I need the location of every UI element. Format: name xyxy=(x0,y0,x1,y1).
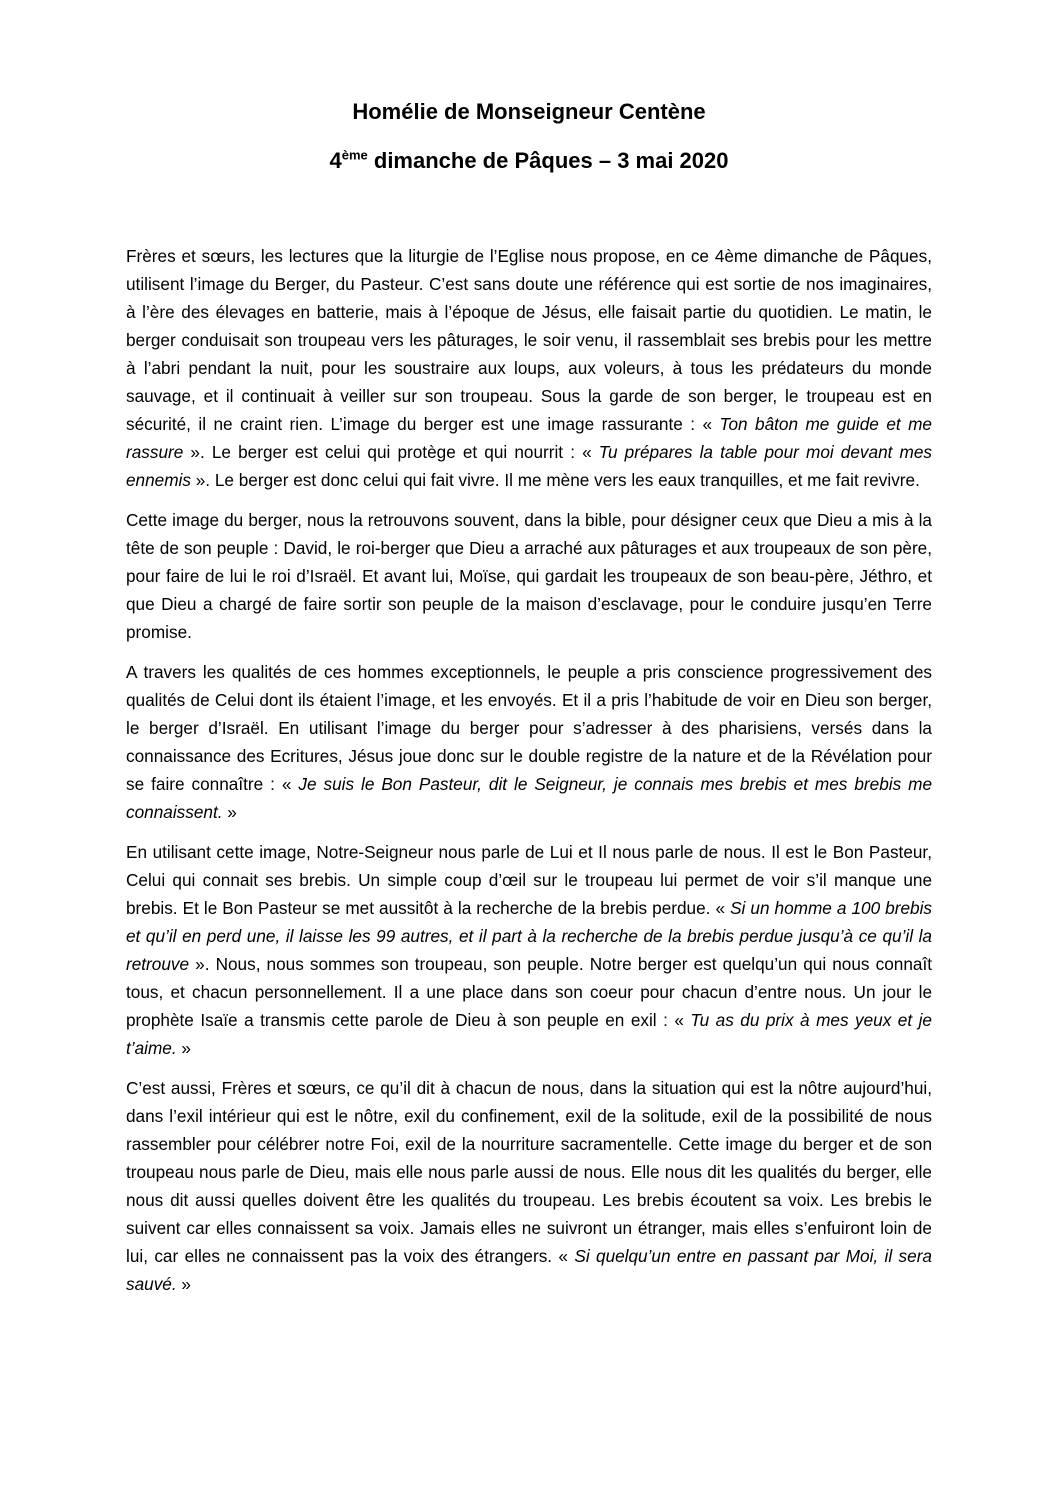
scripture-quote: Si un homme a 100 brebis et qu’il en perd une, il laisse les 99 autres, et il part à la recherche de la brebis perdue jusqu’à ce qu’il la retrouve xyxy=(126,898,932,974)
scripture-quote: Ton bâton me guide et me rassure xyxy=(126,414,932,462)
homily-body xyxy=(126,242,932,1310)
paragraph-text: ». Le berger est celui qui protège et qui nourrit : « xyxy=(183,442,599,462)
document-subtitle xyxy=(0,145,1058,177)
paragraph-text: » xyxy=(176,1038,191,1058)
paragraph-text: C’est aussi, Frères et sœurs, ce qu’il dit à chacun de nous, dans la situation qui est la nôtre aujourd’hui, dans l’exil intérieur qui est le nôtre, exil du confinement, exil de la solitude, exil de la possibilité de nous rassembler pour célébrer notre Foi, exil de la nourriture sacramentelle. Cette image du berger et de son troupeau nous parle de Dieu, mais elle nous parle aussi de nous. Elle nous dit les qualités du berger, elle nous dit aussi quelles doivent être les qualités du troupeau. Les brebis écoutent sa voix. Les brebis le suivent car elles connaissent sa voix. Jamais elles ne suivront un étranger, mais elles s’enfuiront loin de lui, car elles ne connaissent pas la voix des étrangers. « xyxy=(126,1078,932,1266)
body-paragraph xyxy=(126,838,932,1062)
title-text: Homélie de Monseigneur Centène xyxy=(352,99,706,124)
scripture-quote: Tu as du prix à mes yeux et je t’aime. xyxy=(126,1010,932,1058)
paragraph-text: Frères et sœurs, les lectures que la liturgie de l’Eglise nous propose, en ce 4ème dimanche de Pâques, utilisent l’image du Berger, du Pasteur. C’est sans doute une référence qui est sortie de nos imaginaires, à l’ère des élevages en batterie, mais à l’époque de Jésus, elle faisait partie du quotidien. Le matin, le berger conduisait son troupeau vers les pâturages, le soir venu, il rassemblait ses brebis pour les mettre à l’abri pendant la nuit, pour les soustraire aux loups, aux voleurs, à tous les prédateurs du monde sauvage, et il continuait à veiller sur son troupeau. Sous la garde de son berger, le troupeau est en sécurité, il ne craint rien. L’image du berger est une image rassurante : « xyxy=(126,246,932,434)
paragraph-text: ». Le berger est donc celui qui fait vivre. Il me mène vers les eaux tranquilles, et me fait revivre. xyxy=(190,470,920,490)
paragraph-text: A travers les qualités de ces hommes exceptionnels, le peuple a pris conscience progressivement des qualités de Celui dont ils étaient l’image, et les envoyés. Et il a pris l’habitude de voir en Dieu son berger, le berger d’Israël. En utilisant l’image du berger pour s’adresser à des pharisiens, versés dans la connaissance des Ecritures, Jésus joue donc sur le double registre de la nature et de la Révélation pour se faire connaître : « xyxy=(126,662,932,794)
subtitle-text: dimanche de Pâques – 3 mai 2020 xyxy=(367,148,729,173)
body-paragraph xyxy=(126,658,932,826)
body-paragraph xyxy=(126,242,932,494)
body-paragraph xyxy=(126,506,932,646)
subtitle-ordinal: 4 xyxy=(329,148,342,173)
document-title xyxy=(0,96,1058,128)
scripture-quote: Je suis le Bon Pasteur, dit le Seigneur, je connais mes brebis et mes brebis me connaissent. xyxy=(126,774,932,822)
paragraph-text: ». Nous, nous sommes son troupeau, son peuple. Notre berger est quelqu’un qui nous connaît tous, et chacun personnellement. Il a une place dans son coeur pour chacun d’entre nous. Un jour le prophète Isaïe a transmis cette parole de Dieu à son peuple en exil : « xyxy=(126,954,932,1030)
body-paragraph xyxy=(126,1074,932,1298)
scripture-quote: Tu prépares la table pour moi devant mes ennemis xyxy=(126,442,932,490)
paragraph-text: » xyxy=(222,802,237,822)
paragraph-text: En utilisant cette image, Notre-Seigneur nous parle de Lui et Il nous parle de nous. Il est le Bon Pasteur, Celui qui connait ses brebis. Un simple coup d’œil sur le troupeau lui permet de voir s’il manque une brebis. Et le Bon Pasteur se met aussitôt à la recherche de la brebis perdue. « xyxy=(126,842,932,918)
paragraph-text: » xyxy=(176,1274,191,1294)
paragraph-text: Cette image du berger, nous la retrouvons souvent, dans la bible, pour désigner ceux que Dieu a mis à la tête de son peuple : David, le roi-berger que Dieu a arraché aux pâturages et aux troupeaux de son père, pour faire de lui le roi d’Israël. Et avant lui, Moïse, qui gardait les troupeaux de son beau-père, Jéthro, et que Dieu a chargé de faire sortir son peuple de la maison d’esclavage, pour le conduire jusqu’en Terre promise. xyxy=(126,510,932,642)
subtitle-superscript: ème xyxy=(341,147,368,163)
title-block xyxy=(0,96,1058,177)
scripture-quote: Si quelqu’un entre en passant par Moi, il sera sauvé. xyxy=(126,1246,932,1294)
